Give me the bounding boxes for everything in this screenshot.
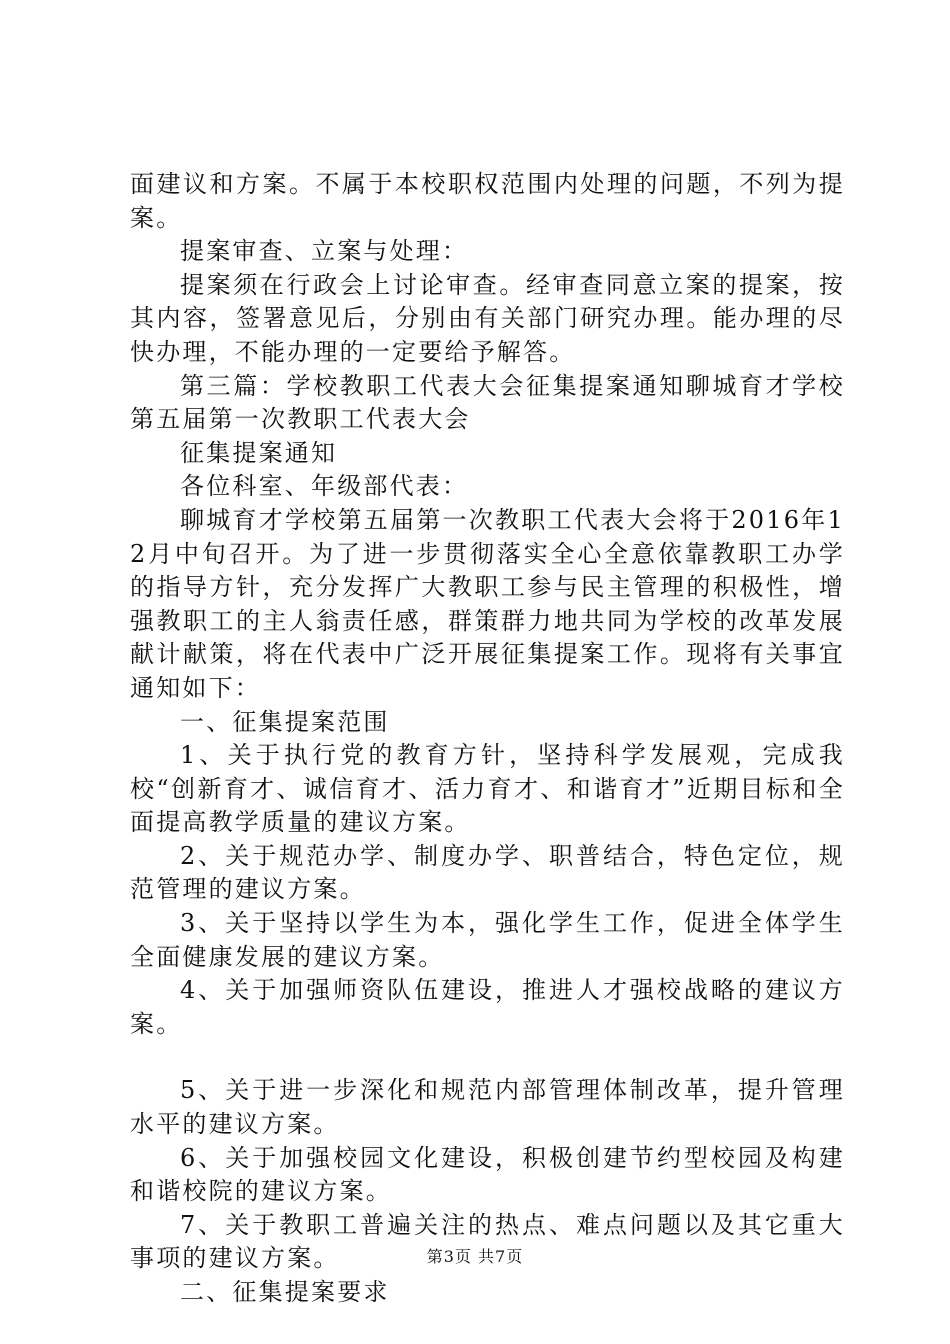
list-item: 6、关于加强校园文化建设，积极创建节约型校园及构建和谐校院的建议方案。 bbox=[130, 1143, 845, 1206]
list-item: 7、关于教职工普遍关注的热点、难点问题以及其它重大事项的建议方案。 bbox=[130, 1210, 845, 1273]
section-heading: 一、征集提案范围 bbox=[180, 707, 390, 736]
list-item: 3、关于坚持以学生为本，强化学生工作，促进全体学生全面健康发展的建议方案。 bbox=[130, 909, 845, 971]
paragraph: 聊城育才学校第五届第一次教职工代表大会将于2016年12月中旬召开。为了进一步贯彻落实全心全意依靠教职工办学的指导方针，充分发挥广大教职工参与民主管理的积极性，增强教职工的主人翁责任感，群策群力地共同为学校的改革发展献计献策，将在代表中广泛开展征集提案工作。现将有关事宜通知如下： bbox=[130, 505, 845, 702]
salutation: 各位科室、年级部代表： bbox=[180, 472, 469, 501]
page-number-footer: 第3页 共7页 bbox=[426, 1247, 524, 1266]
chapter-title: 第三篇：学校教职工代表大会征集提案通知聊城育才学校第五届第一次教职工代表大会 bbox=[130, 371, 845, 434]
list-item: 4、关于加强师资队伍建设，推进人才强校战略的建议方案。 bbox=[130, 976, 845, 1038]
section-heading: 二、征集提案要求 bbox=[180, 1278, 390, 1306]
section-heading: 提案审查、立案与处理： bbox=[180, 237, 469, 266]
list-item: 2、关于规范办学、制度办学、职普结合，特色定位，规范管理的建议方案。 bbox=[130, 841, 845, 904]
list-item: 5、关于进一步深化和规范内部管理体制改革，提升管理水平的建议方案。 bbox=[130, 1076, 845, 1139]
paragraph: 提案须在行政会上讨论审查。经审查同意立案的提案，按其内容，签署意见后，分别由有关部门研究办理。能办理的尽快办理，不能办理的一定要给予解答。 bbox=[130, 270, 845, 366]
document-body bbox=[130, 168, 845, 1310]
paragraph: 面建议和方案。不属于本校职权范围内处理的问题，不列为提案。 bbox=[130, 170, 845, 232]
list-item: 1、关于执行党的教育方针，坚持科学发展观，完成我校“创新育才、诚信育才、活力育才、和谐育才”近期目标和全面提高教学质量的建议方案。 bbox=[130, 741, 845, 837]
notice-title: 征集提案通知 bbox=[180, 438, 338, 467]
